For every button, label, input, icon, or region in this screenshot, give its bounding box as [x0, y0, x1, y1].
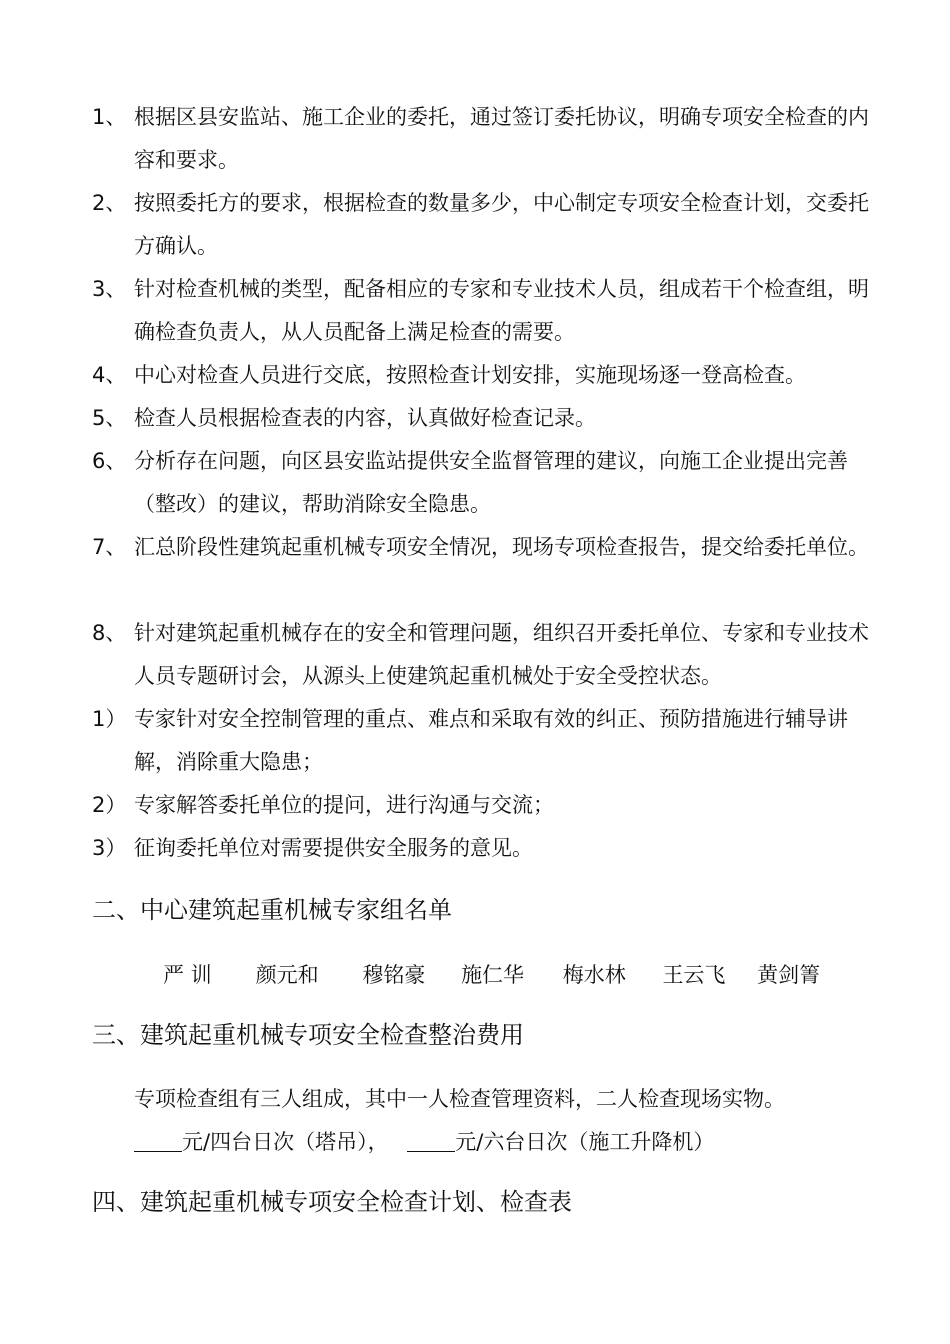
expert-name: 王云飞 [662, 963, 726, 987]
item-number: 5、 [92, 406, 127, 430]
fee-blank [407, 1129, 455, 1152]
item-number: 4、 [92, 363, 127, 387]
item-number: 2、 [92, 191, 127, 215]
list-item [92, 182, 872, 268]
expert-name-list [163, 955, 820, 995]
list-item [92, 440, 872, 526]
section-heading: 二、中心建筑起重机械专家组名单 [92, 896, 452, 924]
item-number: 8、 [92, 621, 127, 645]
sub-list-item [92, 827, 872, 870]
item-number: 6、 [92, 449, 127, 473]
fee-line [134, 1122, 714, 1162]
expert-name: 黄剑箐 [757, 963, 821, 987]
item-number: 3、 [92, 277, 127, 301]
item-number: 3） [92, 836, 127, 860]
item-text: 按照委托方的要求，根据检查的数量多少，中心制定专项安全检查计划，交委托方确认。 [134, 191, 869, 258]
list-item [92, 96, 872, 182]
list-item [92, 526, 872, 569]
section-heading: 四、建筑起重机械专项安全检查计划、检查表 [92, 1188, 572, 1216]
item-number: 2） [92, 793, 127, 817]
list-item [92, 268, 872, 354]
item-number: 1） [92, 707, 127, 731]
item-number: 1、 [92, 105, 127, 129]
item-text: 专家解答委托单位的提问，进行沟通与交流； [134, 793, 554, 817]
expert-name: 施仁华 [461, 963, 525, 987]
item-text: 针对检查机械的类型，配备相应的专家和专业技术人员，组成若干个检查组，明确检查负责人，从人员配备上满足检查的需要。 [134, 277, 869, 344]
sub-list-item [92, 698, 872, 784]
fee-tower-crane: 元/四台日次（塔吊）， [182, 1130, 389, 1154]
list-item [92, 612, 872, 698]
fee-hoist: 元/六台日次（施工升降机） [455, 1130, 715, 1154]
sub-list-item [92, 784, 872, 827]
list-item [92, 397, 872, 440]
item-text: 专家针对安全控制管理的重点、难点和采取有效的纠正、预防措施进行辅导讲解，消除重大隐患； [134, 707, 848, 774]
section-heading: 三、建筑起重机械专项安全检查整治费用 [92, 1021, 524, 1049]
item-text: 中心对检查人员进行交底，按照检查计划安排，实施现场逐一登高检查。 [134, 363, 806, 387]
item-text: 根据区县安监站、施工企业的委托，通过签订委托协议，明确专项安全检查的内容和要求。 [134, 105, 869, 172]
item-text: 检查人员根据检查表的内容，认真做好检查记录。 [134, 406, 596, 430]
item-text: 分析存在问题，向区县安监站提供安全监督管理的建议，向施工企业提出完善（整改）的建议，帮助消除安全隐患。 [134, 449, 848, 516]
item-number: 7、 [92, 535, 127, 559]
expert-name: 严 训 [163, 963, 212, 987]
list-item [92, 354, 872, 397]
expert-name: 颜元和 [255, 963, 319, 987]
fee-blank [134, 1129, 182, 1152]
expert-name: 梅水林 [562, 963, 626, 987]
fee-description: 专项检查组有三人组成，其中一人检查管理资料，二人检查现场实物。 [134, 1087, 785, 1111]
item-text: 征询委托单位对需要提供安全服务的意见。 [134, 836, 533, 860]
item-text: 针对建筑起重机械存在的安全和管理问题，组织召开委托单位、专家和专业技术人员专题研讨会，从源头上使建筑起重机械处于安全受控状态。 [134, 621, 869, 688]
item-text: 汇总阶段性建筑起重机械专项安全情况，现场专项检查报告，提交给委托单位。 [134, 535, 869, 559]
expert-name: 穆铭豪 [362, 963, 426, 987]
